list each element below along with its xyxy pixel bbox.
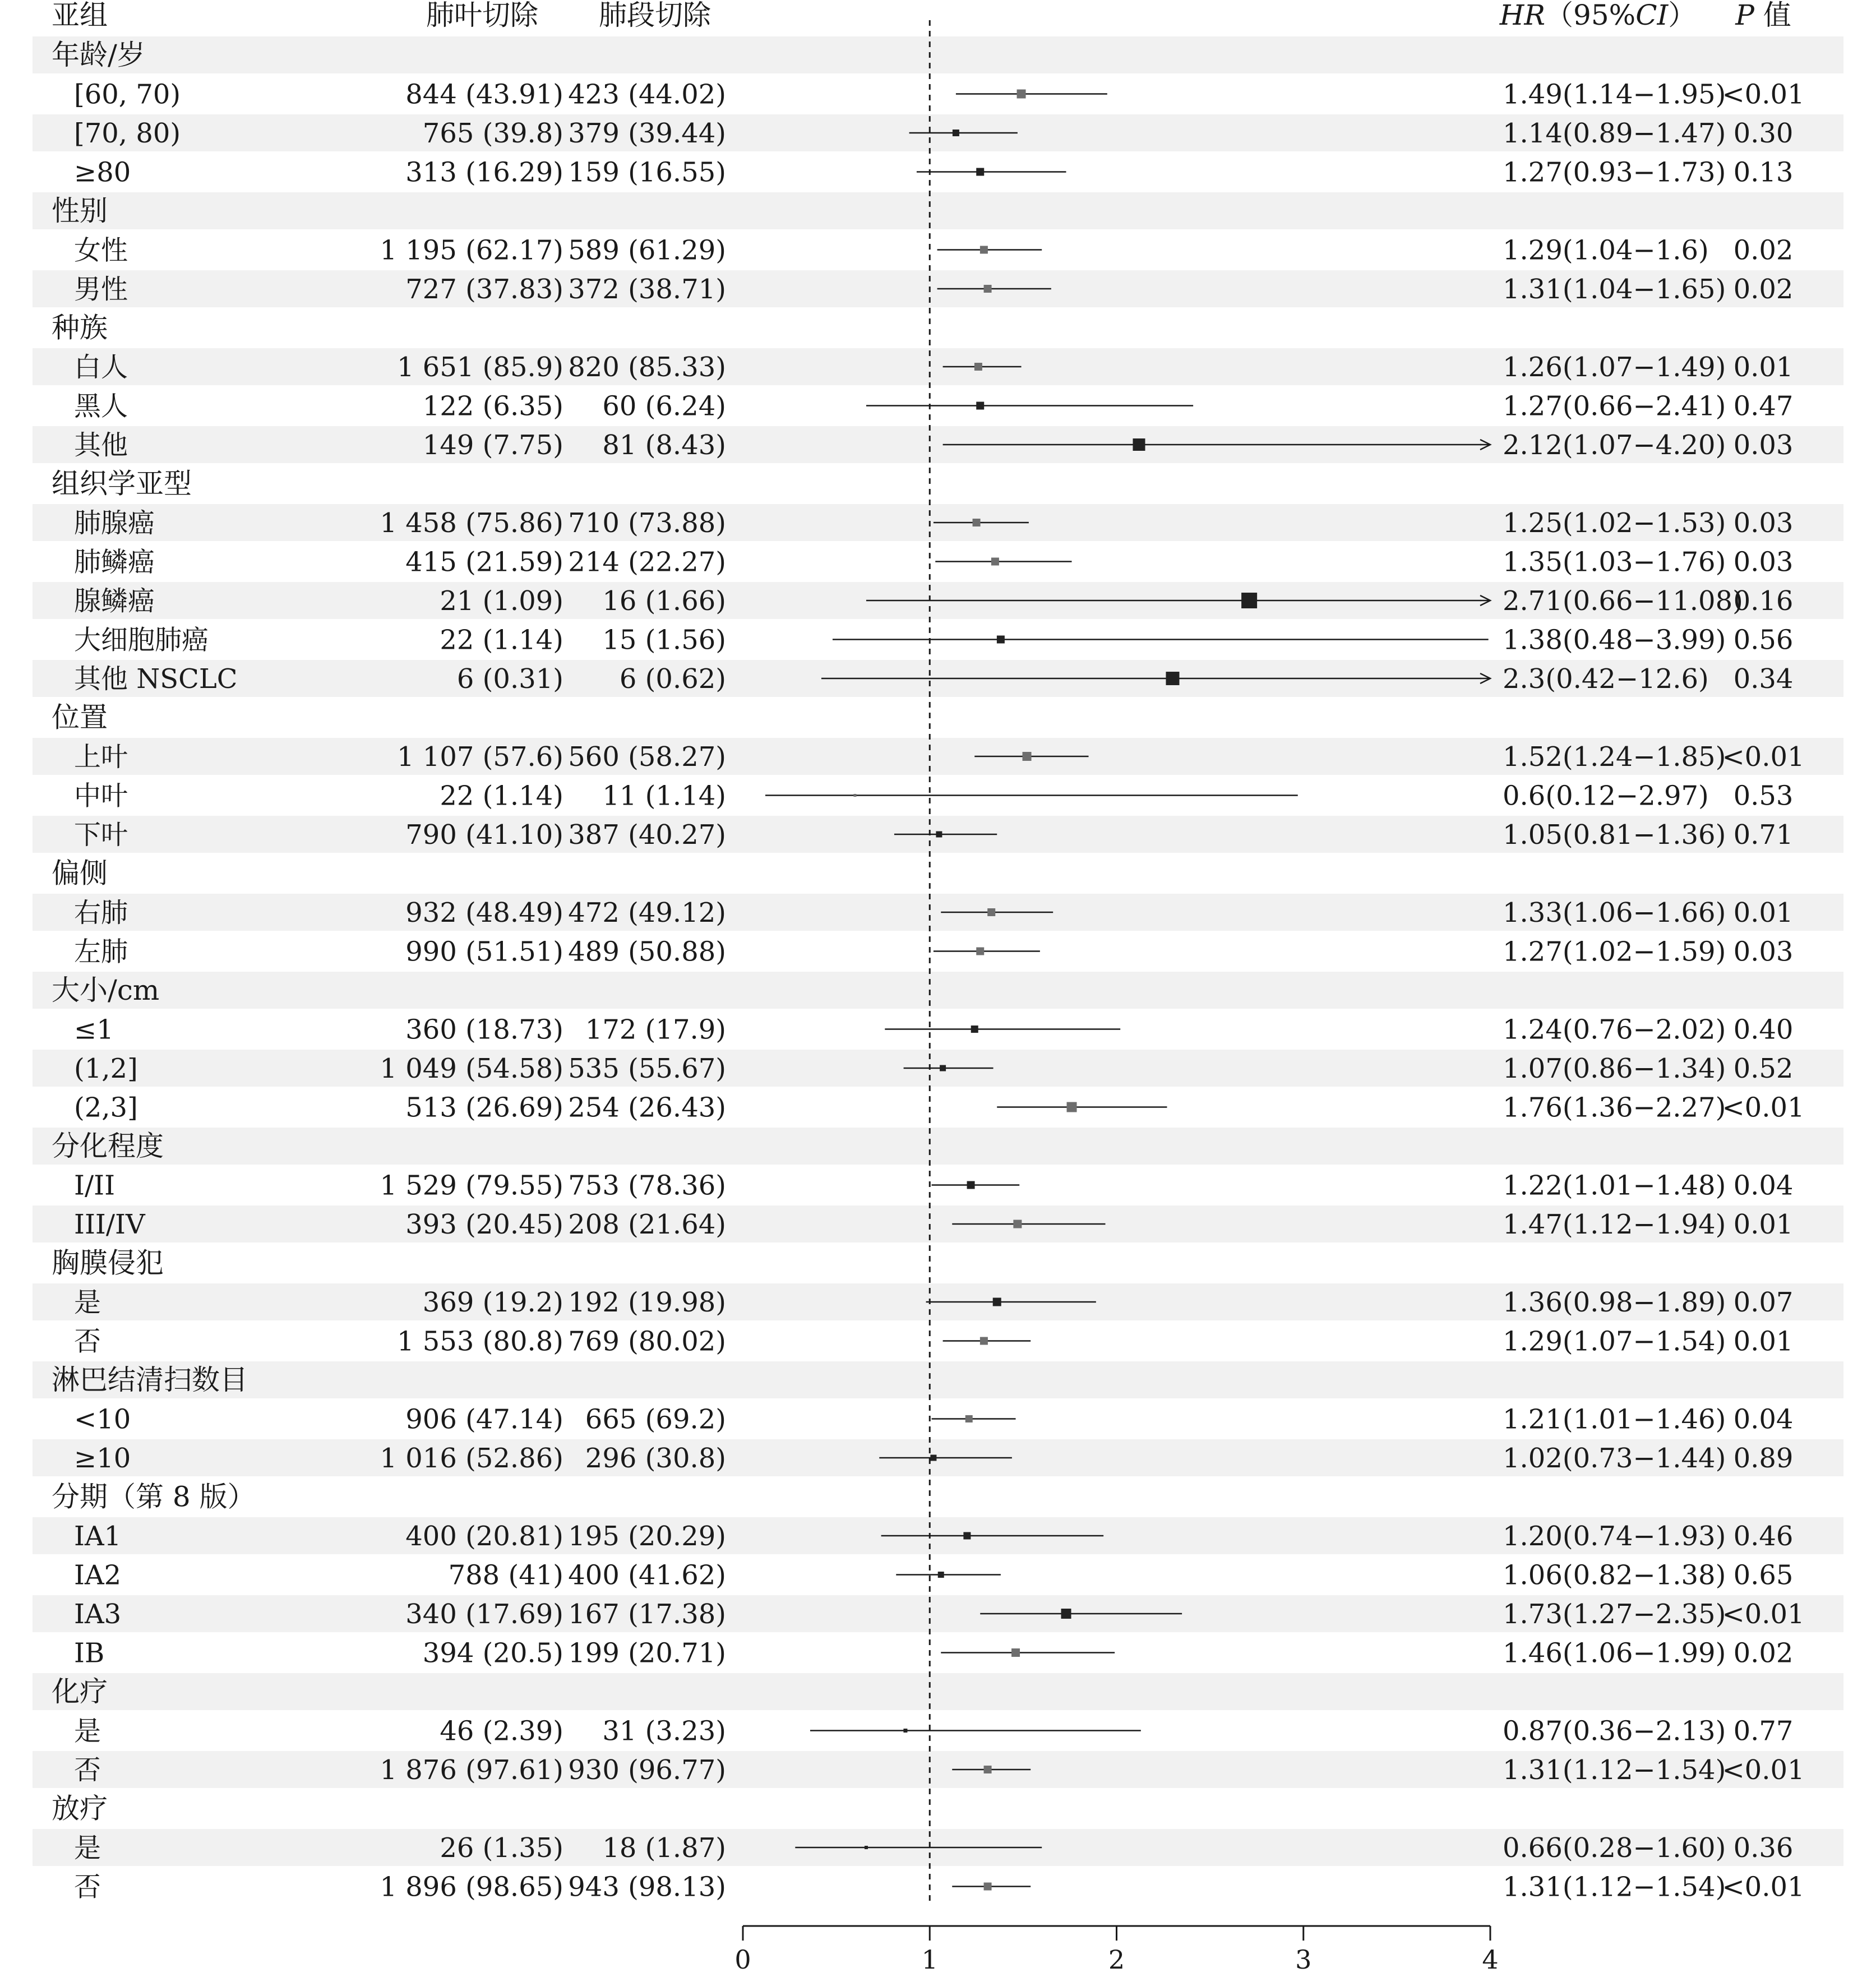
hr-ci-value: 1.31(1.12−1.54) bbox=[1503, 1871, 1726, 1903]
lobectomy-value: 1 458 (75.86) bbox=[380, 507, 563, 539]
segmentectomy-value: 192 (19.98) bbox=[568, 1287, 726, 1318]
group-label: 胸膜侵犯 bbox=[52, 1246, 164, 1279]
hr-ci-value: 2.12(1.07−4.20) bbox=[1503, 429, 1726, 461]
segmentectomy-value: 489 (50.88) bbox=[568, 936, 726, 968]
subgroup-label: 肺腺癌 bbox=[74, 507, 155, 539]
lobectomy-value: 932 (48.49) bbox=[405, 897, 563, 929]
hr-ci-value: 1.47(1.12−1.94) bbox=[1503, 1209, 1726, 1240]
row-stripe bbox=[33, 1673, 1843, 1710]
header-p-rest: 值 bbox=[1754, 0, 1791, 31]
p-value: 0.65 bbox=[1733, 1559, 1794, 1591]
segmentectomy-value: 372 (38.71) bbox=[568, 274, 726, 305]
hr-marker bbox=[967, 1181, 975, 1189]
p-value: <0.01 bbox=[1722, 1754, 1805, 1786]
hr-marker bbox=[930, 1455, 936, 1461]
hr-ci-value: 1.26(1.07−1.49) bbox=[1503, 352, 1726, 383]
subgroup-label: [70, 80) bbox=[74, 118, 181, 149]
hr-marker bbox=[973, 519, 981, 526]
p-value: 0.07 bbox=[1733, 1287, 1794, 1318]
lobectomy-value: 765 (39.8) bbox=[422, 118, 563, 149]
segmentectomy-value: 81 (8.43) bbox=[602, 429, 726, 461]
header-segmentectomy: 肺段切除 bbox=[599, 0, 711, 31]
lobectomy-value: 313 (16.29) bbox=[405, 156, 563, 188]
header-subgroup: 亚组 bbox=[52, 0, 108, 31]
hr-marker bbox=[1067, 1102, 1077, 1112]
hr-ci-value: 2.71(0.66−11.08) bbox=[1503, 585, 1743, 617]
subgroup-label: 肺鳞癌 bbox=[74, 546, 155, 578]
hr-ci-value: 1.36(0.98−1.89) bbox=[1503, 1287, 1726, 1318]
header-ci-close: ） bbox=[1668, 0, 1697, 31]
subgroup-label: 其他 NSCLC bbox=[74, 663, 238, 695]
hr-ci-value: 1.27(0.93−1.73) bbox=[1503, 156, 1726, 188]
group-label: 种族 bbox=[52, 311, 108, 344]
p-value: 0.04 bbox=[1733, 1170, 1794, 1202]
p-value: 0.03 bbox=[1733, 936, 1794, 968]
segmentectomy-value: 31 (3.23) bbox=[602, 1715, 726, 1747]
subgroup-label: 否 bbox=[74, 1754, 101, 1786]
hr-marker bbox=[865, 1846, 868, 1849]
lobectomy-value: 906 (47.14) bbox=[405, 1403, 563, 1435]
group-label: 分化程度 bbox=[52, 1130, 164, 1162]
segmentectomy-value: 560 (58.27) bbox=[568, 741, 726, 773]
lobectomy-value: 394 (20.5) bbox=[422, 1637, 563, 1669]
subgroup-label: 上叶 bbox=[74, 741, 128, 773]
group-label: 淋巴结清扫数目 bbox=[52, 1364, 248, 1396]
p-value: 0.34 bbox=[1733, 663, 1794, 695]
hr-ci-value: 0.87(0.36−2.13) bbox=[1503, 1715, 1726, 1747]
subgroup-label: IA3 bbox=[74, 1599, 122, 1630]
hr-marker bbox=[936, 832, 942, 838]
p-value: 0.02 bbox=[1733, 1637, 1794, 1669]
segmentectomy-value: 665 (69.2) bbox=[585, 1403, 726, 1435]
lobectomy-value: 1 876 (97.61) bbox=[380, 1754, 563, 1786]
hr-marker bbox=[974, 363, 982, 371]
p-value: 0.89 bbox=[1733, 1443, 1794, 1474]
subgroup-label: 下叶 bbox=[74, 819, 128, 851]
header-p-label: P bbox=[1735, 0, 1754, 31]
group-label: 位置 bbox=[52, 701, 108, 734]
axis-tick-label: 4 bbox=[1482, 1944, 1499, 1975]
p-value: 0.36 bbox=[1733, 1832, 1794, 1864]
table-header bbox=[52, 0, 1791, 31]
subgroup-label: ≥80 bbox=[74, 156, 131, 188]
lobectomy-value: 788 (41) bbox=[448, 1559, 563, 1591]
hr-marker bbox=[1011, 1648, 1020, 1657]
segmentectomy-value: 769 (80.02) bbox=[568, 1325, 726, 1357]
hr-marker bbox=[984, 285, 992, 293]
lobectomy-value: 1 651 (85.9) bbox=[397, 352, 563, 383]
p-value: 0.02 bbox=[1733, 274, 1794, 305]
hr-marker bbox=[963, 1532, 971, 1540]
segmentectomy-value: 472 (49.12) bbox=[568, 897, 726, 929]
group-label: 年龄/岁 bbox=[52, 39, 145, 71]
p-value: 0.40 bbox=[1733, 1014, 1794, 1046]
subgroup-label: 是 bbox=[74, 1715, 101, 1747]
segmentectomy-value: 172 (17.9) bbox=[585, 1014, 726, 1046]
hr-marker bbox=[980, 246, 988, 254]
group-label: 性别 bbox=[52, 195, 108, 227]
p-value: 0.52 bbox=[1733, 1053, 1794, 1084]
segmentectomy-value: 589 (61.29) bbox=[568, 234, 726, 266]
subgroup-label: 黑人 bbox=[74, 390, 128, 422]
hr-marker bbox=[971, 1026, 978, 1033]
lobectomy-value: 26 (1.35) bbox=[440, 1832, 563, 1864]
hr-ci-value: 1.52(1.24−1.85) bbox=[1503, 741, 1726, 773]
p-value: 0.01 bbox=[1733, 352, 1794, 383]
p-value: 0.77 bbox=[1733, 1715, 1794, 1747]
axis-tick-label: 1 bbox=[921, 1944, 938, 1975]
segmentectomy-value: 710 (73.88) bbox=[568, 507, 726, 539]
row-stripe bbox=[33, 1361, 1843, 1398]
hr-marker bbox=[984, 1883, 992, 1891]
subgroup-label: <10 bbox=[74, 1403, 131, 1435]
segmentectomy-value: 199 (20.71) bbox=[568, 1637, 726, 1669]
axis-tick-label: 3 bbox=[1295, 1944, 1312, 1975]
hr-ci-value: 1.22(1.01−1.48) bbox=[1503, 1170, 1726, 1202]
p-value: <0.01 bbox=[1722, 1871, 1805, 1903]
segmentectomy-value: 18 (1.87) bbox=[602, 1832, 726, 1864]
p-value: <0.01 bbox=[1722, 78, 1805, 110]
subgroup-label: 大细胞肺癌 bbox=[74, 624, 209, 656]
segmentectomy-value: 943 (98.13) bbox=[568, 1871, 726, 1903]
lobectomy-value: 360 (18.73) bbox=[405, 1014, 563, 1046]
segmentectomy-value: 214 (22.27) bbox=[568, 546, 726, 578]
segmentectomy-value: 400 (41.62) bbox=[568, 1559, 726, 1591]
lobectomy-value: 369 (19.2) bbox=[422, 1287, 563, 1318]
subgroup-label: [60, 70) bbox=[74, 78, 181, 110]
subgroup-label: IA1 bbox=[74, 1521, 122, 1552]
hr-ci-value: 1.49(1.14−1.95) bbox=[1503, 78, 1726, 110]
header-hr-label: HR bbox=[1499, 0, 1546, 31]
p-value: <0.01 bbox=[1722, 1599, 1805, 1630]
segmentectomy-value: 753 (78.36) bbox=[568, 1170, 726, 1202]
segmentectomy-value: 379 (39.44) bbox=[568, 118, 726, 149]
hr-ci-value: 1.76(1.36−2.27) bbox=[1503, 1092, 1726, 1124]
p-value: 0.13 bbox=[1733, 156, 1794, 188]
header-ci-label: CI bbox=[1635, 0, 1669, 31]
header-p-value bbox=[1735, 0, 1791, 31]
hr-marker bbox=[976, 402, 984, 410]
segmentectomy-value: 423 (44.02) bbox=[568, 78, 726, 110]
hr-ci-value: 1.27(0.66−2.41) bbox=[1503, 390, 1726, 422]
hr-ci-value: 1.29(1.04−1.6) bbox=[1503, 234, 1709, 266]
lobectomy-value: 1 049 (54.58) bbox=[380, 1053, 563, 1084]
hr-marker bbox=[980, 1337, 988, 1345]
header-lobectomy: 肺叶切除 bbox=[426, 0, 538, 31]
segmentectomy-value: 15 (1.56) bbox=[602, 624, 726, 656]
subgroup-label: 腺鳞癌 bbox=[74, 585, 155, 617]
p-value: 0.16 bbox=[1733, 585, 1794, 617]
axis-tick-label: 2 bbox=[1108, 1944, 1125, 1975]
lobectomy-value: 340 (17.69) bbox=[405, 1599, 563, 1630]
segmentectomy-value: 159 (16.55) bbox=[568, 156, 726, 188]
subgroup-label: 是 bbox=[74, 1832, 101, 1864]
hr-ci-value: 0.6(0.12−2.97) bbox=[1503, 780, 1709, 812]
subgroup-label: 女性 bbox=[74, 234, 128, 266]
hr-ci-value: 2.3(0.42−12.6) bbox=[1503, 663, 1709, 695]
hr-marker bbox=[1241, 593, 1257, 608]
subgroup-label: 其他 bbox=[74, 429, 128, 461]
subgroup-label: IB bbox=[74, 1637, 105, 1669]
hr-ci-value: 1.27(1.02−1.59) bbox=[1503, 936, 1726, 968]
subgroup-label: IA2 bbox=[74, 1559, 122, 1591]
hr-marker bbox=[903, 1729, 907, 1733]
group-label: 组织学亚型 bbox=[52, 467, 192, 500]
row-stripe bbox=[33, 1128, 1843, 1165]
lobectomy-value: 1 896 (98.65) bbox=[380, 1871, 563, 1903]
segmentectomy-value: 167 (17.38) bbox=[568, 1599, 726, 1630]
p-value: 0.56 bbox=[1733, 624, 1794, 656]
hr-ci-value: 0.66(0.28−1.60) bbox=[1503, 1832, 1726, 1864]
lobectomy-value: 1 195 (62.17) bbox=[380, 234, 563, 266]
subgroup-label: ≤1 bbox=[74, 1014, 114, 1046]
lobectomy-value: 22 (1.14) bbox=[440, 624, 563, 656]
subgroup-label: ≥10 bbox=[74, 1443, 131, 1474]
hr-ci-value: 1.38(0.48−3.99) bbox=[1503, 624, 1726, 656]
x-axis bbox=[734, 1926, 1498, 1975]
segmentectomy-value: 296 (30.8) bbox=[585, 1443, 726, 1474]
subgroup-label: (1,2] bbox=[74, 1053, 138, 1084]
segmentectomy-value: 6 (0.62) bbox=[619, 663, 726, 695]
segmentectomy-value: 195 (20.29) bbox=[568, 1521, 726, 1552]
hr-ci-value: 1.02(0.73−1.44) bbox=[1503, 1443, 1726, 1474]
header-hr-ci bbox=[1499, 0, 1696, 31]
hr-ci-value: 1.33(1.06−1.66) bbox=[1503, 897, 1726, 929]
lobectomy-value: 790 (41.10) bbox=[405, 819, 563, 851]
lobectomy-value: 6 (0.31) bbox=[456, 663, 563, 695]
hr-ci-value: 1.07(0.86−1.34) bbox=[1503, 1053, 1726, 1084]
lobectomy-value: 122 (6.35) bbox=[422, 390, 563, 422]
p-value: 0.01 bbox=[1733, 1325, 1794, 1357]
segmentectomy-value: 16 (1.66) bbox=[602, 585, 726, 617]
segmentectomy-value: 820 (85.33) bbox=[568, 352, 726, 383]
hr-ci-value: 1.73(1.27−2.35) bbox=[1503, 1599, 1726, 1630]
lobectomy-value: 727 (37.83) bbox=[405, 274, 563, 305]
hr-marker bbox=[940, 1065, 946, 1071]
hr-marker bbox=[976, 168, 984, 176]
hr-ci-value: 1.31(1.04−1.65) bbox=[1503, 274, 1726, 305]
hr-ci-value: 1.21(1.01−1.46) bbox=[1503, 1403, 1726, 1435]
hr-marker bbox=[984, 1766, 992, 1773]
lobectomy-value: 393 (20.45) bbox=[405, 1209, 563, 1240]
subgroup-label: 右肺 bbox=[74, 897, 128, 929]
p-value: 0.01 bbox=[1733, 897, 1794, 929]
segmentectomy-value: 60 (6.24) bbox=[602, 390, 726, 422]
p-value: 0.30 bbox=[1733, 118, 1794, 149]
lobectomy-value: 844 (43.91) bbox=[405, 78, 563, 110]
lobectomy-value: 990 (51.51) bbox=[405, 936, 563, 968]
row-stripe bbox=[33, 972, 1843, 1009]
segmentectomy-value: 11 (1.14) bbox=[602, 780, 726, 812]
p-value: 0.04 bbox=[1733, 1403, 1794, 1435]
p-value: 0.02 bbox=[1733, 234, 1794, 266]
hr-ci-value: 1.05(0.81−1.36) bbox=[1503, 819, 1726, 851]
hr-marker bbox=[953, 130, 959, 136]
lobectomy-value: 1 553 (80.8) bbox=[397, 1325, 563, 1357]
lobectomy-value: 400 (20.81) bbox=[405, 1521, 563, 1552]
segmentectomy-value: 254 (26.43) bbox=[568, 1092, 726, 1124]
segmentectomy-value: 208 (21.64) bbox=[568, 1209, 726, 1240]
hr-marker bbox=[853, 794, 856, 797]
hr-ci-value: 1.06(0.82−1.38) bbox=[1503, 1559, 1726, 1591]
p-value: <0.01 bbox=[1722, 1092, 1805, 1124]
p-value: 0.03 bbox=[1733, 546, 1794, 578]
lobectomy-value: 415 (21.59) bbox=[405, 546, 563, 578]
subgroup-label: 否 bbox=[74, 1871, 101, 1903]
p-value: <0.01 bbox=[1722, 741, 1805, 773]
subgroup-label: 左肺 bbox=[74, 936, 128, 968]
hr-marker bbox=[991, 558, 999, 566]
hr-marker bbox=[1133, 438, 1145, 451]
subgroup-label: III/IV bbox=[74, 1209, 145, 1240]
lobectomy-value: 1 107 (57.6) bbox=[397, 741, 563, 773]
hr-marker bbox=[1061, 1609, 1071, 1619]
group-label: 放疗 bbox=[52, 1792, 108, 1825]
hr-marker bbox=[993, 1298, 1001, 1306]
hr-marker bbox=[965, 1415, 973, 1422]
group-label: 偏侧 bbox=[52, 857, 108, 890]
subgroup-label: 否 bbox=[74, 1325, 101, 1357]
p-value: 0.03 bbox=[1733, 507, 1794, 539]
row-stripe bbox=[33, 192, 1843, 229]
hr-marker bbox=[976, 948, 984, 955]
hr-marker bbox=[1013, 1220, 1022, 1228]
hr-ci-value: 1.35(1.03−1.76) bbox=[1503, 546, 1726, 578]
hr-marker bbox=[987, 908, 995, 916]
subgroup-label: I/II bbox=[74, 1170, 115, 1202]
lobectomy-value: 1 016 (52.86) bbox=[380, 1443, 563, 1474]
subgroup-label: (2,3] bbox=[74, 1092, 138, 1124]
hr-ci-value: 1.25(1.02−1.53) bbox=[1503, 507, 1726, 539]
lobectomy-value: 46 (2.39) bbox=[440, 1715, 563, 1747]
segmentectomy-value: 535 (55.67) bbox=[568, 1053, 726, 1084]
p-value: 0.47 bbox=[1733, 390, 1794, 422]
p-value: 0.46 bbox=[1733, 1521, 1794, 1552]
group-label: 分期（第 8 版） bbox=[52, 1480, 256, 1513]
axis-tick-label: 0 bbox=[734, 1944, 751, 1975]
hr-marker bbox=[997, 636, 1005, 644]
lobectomy-value: 22 (1.14) bbox=[440, 780, 563, 812]
hr-ci-value: 1.14(0.89−1.47) bbox=[1503, 118, 1726, 149]
lobectomy-value: 149 (7.75) bbox=[422, 429, 563, 461]
subgroup-label: 中叶 bbox=[74, 780, 128, 812]
hr-ci-value: 1.29(1.07−1.54) bbox=[1503, 1325, 1726, 1357]
lobectomy-value: 21 (1.09) bbox=[440, 585, 563, 617]
group-label: 大小/cm bbox=[52, 974, 160, 1006]
group-label: 化疗 bbox=[52, 1675, 108, 1708]
lobectomy-value: 513 (26.69) bbox=[405, 1092, 563, 1124]
hr-ci-value: 1.24(0.76−2.02) bbox=[1503, 1014, 1726, 1046]
segmentectomy-value: 387 (40.27) bbox=[568, 819, 726, 851]
subgroup-label: 是 bbox=[74, 1287, 101, 1318]
subgroup-label: 男性 bbox=[74, 274, 128, 305]
subgroup-label: 白人 bbox=[74, 352, 128, 383]
hr-marker bbox=[1166, 672, 1179, 685]
row-stripe bbox=[33, 36, 1843, 73]
hr-ci-value: 1.20(0.74−1.93) bbox=[1503, 1521, 1726, 1552]
p-value: 0.71 bbox=[1733, 819, 1794, 851]
header-hr-open: （95% bbox=[1545, 0, 1636, 31]
hr-ci-value: 1.31(1.12−1.54) bbox=[1503, 1754, 1726, 1786]
p-value: 0.53 bbox=[1733, 780, 1794, 812]
p-value: 0.03 bbox=[1733, 429, 1794, 461]
hr-marker bbox=[1023, 752, 1032, 761]
p-value: 0.01 bbox=[1733, 1209, 1794, 1240]
hr-ci-value: 1.46(1.06−1.99) bbox=[1503, 1637, 1726, 1669]
hr-marker bbox=[1017, 90, 1026, 99]
segmentectomy-value: 930 (96.77) bbox=[568, 1754, 726, 1786]
hr-marker bbox=[938, 1572, 944, 1578]
lobectomy-value: 1 529 (79.55) bbox=[380, 1170, 563, 1202]
